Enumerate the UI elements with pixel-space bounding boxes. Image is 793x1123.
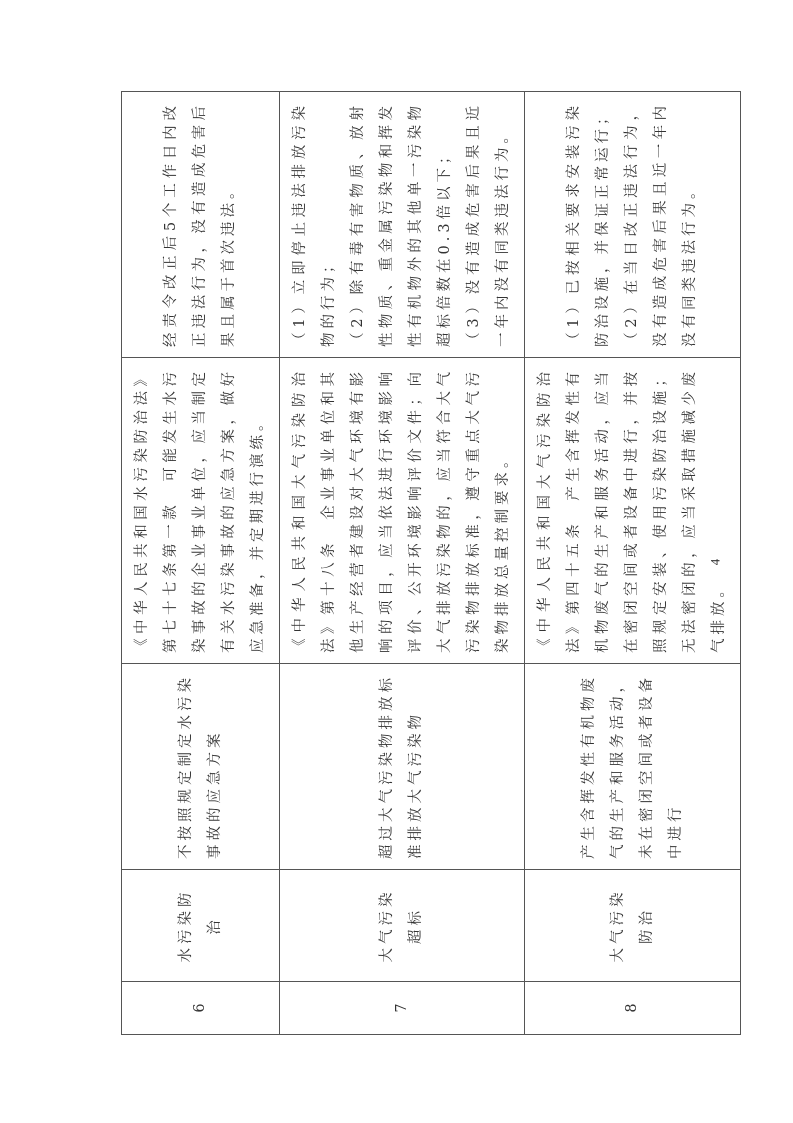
legal-basis-cell: 《中华人民共和国大气污染防治法》第十八条 企业事业单位和其他生产经营者建设对大气环境有影响的项目，应当依法进行环境影响评价、公开环境影响评价文件；向大气排放污染物的，应当符合大气污染物排放标准，遵守重点大气污染物排放总量控制要求。 bbox=[280, 358, 525, 664]
category-cell: 大气污染超标 bbox=[280, 870, 525, 982]
condition-text: 经责令改正后5个工作日内改正违法行为，没有造成危害后果且属于首次违法。 bbox=[163, 102, 237, 347]
exemption-conditions-cell bbox=[122, 92, 280, 358]
condition-text: （1）已按相关要求安装污染防治设施，并保证正常运行； bbox=[566, 102, 611, 347]
condition-text: （2）在当日改正违法行为，没有造成危害后果且近一年内没有同类违法行为。 bbox=[624, 102, 698, 347]
rotated-page-content bbox=[121, 92, 727, 1035]
violation-cell: 产生含挥发性有机物废气的生产和服务活动，未在密闭空间或者设备中进行 bbox=[525, 664, 741, 870]
legal-basis-cell: 《中华人民共和国水污染防治法》第七十七条第一款 可能发生水污染事故的企业事业单位，应当制定有关水污染事故的应急方案，做好应急准备，并定期进行演练。 bbox=[122, 358, 280, 664]
category-cell: 大气污染防治 bbox=[525, 870, 741, 982]
condition-text: （3）没有造成危害后果且近一年内没有同类违法行为。 bbox=[466, 102, 511, 347]
table-row bbox=[280, 92, 525, 1035]
row-number: 8 bbox=[525, 982, 741, 1035]
exemption-conditions-cell bbox=[525, 92, 741, 358]
page-number: 4 bbox=[707, 558, 723, 566]
condition-text: （2）除有毒有害物质、放射性物质、重金属污染物和挥发性有机物外的其他单一污染物超标倍数在0.3倍以下； bbox=[350, 102, 453, 347]
legal-basis-cell: 《中华人民共和国大气污染防治法》第四十五条 产生含挥发性有机物废气的生产和服务活动，应当在密闭空间或者设备中进行，并按照规定安装、使用污染防治设施；无法密闭的，应当采取措施减少废气排放。 bbox=[525, 358, 741, 664]
row-number: 6 bbox=[122, 982, 280, 1035]
table-row bbox=[122, 92, 280, 1035]
row-number: 7 bbox=[280, 982, 525, 1035]
condition-text: （1）立即停止违法排放污染物的行为； bbox=[292, 102, 337, 347]
penalty-exemption-table bbox=[121, 91, 741, 1035]
exemption-conditions-cell bbox=[280, 92, 525, 358]
category-cell: 水污染防治 bbox=[122, 870, 280, 982]
violation-cell: 不按照规定制定水污染事故的应急方案 bbox=[122, 664, 280, 870]
violation-cell: 超过大气污染物排放标准排放大气污染物 bbox=[280, 664, 525, 870]
